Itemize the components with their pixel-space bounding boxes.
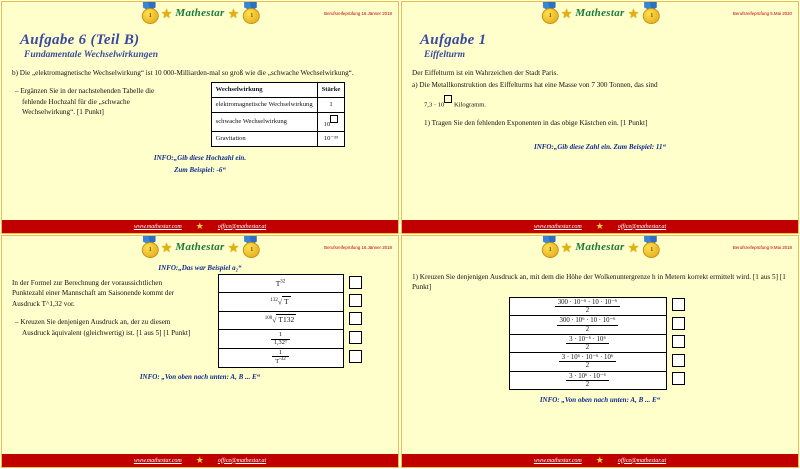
medal-icon: 1 [141,2,158,24]
table-header-cell: Wechselwirkung [211,83,317,98]
page-subtitle: Fundamentale Wechselwirkungen [24,50,158,60]
mathestar-logo-1 [141,2,259,24]
website-link[interactable]: www.mathestar.com [133,223,182,230]
task-instruction: 1) Kreuzen Sie denjenigen Ausdruck an, mit dem die Höhe der Wolkenuntergrenze h in Metern korrekt ermittelt wird. [1 aus 5] [1 Punkt] [412,273,786,292]
choice-expression: $^{100}$√ T132 [218,311,343,329]
intro-text: In der Formel zur Berechnung der voraussichtlichen Punktezahl einer Mannschaft am Saisonende kommt der Ausdruck T^1,32 vor. [12,279,175,308]
choice-row [218,293,368,311]
star-icon: ★ [160,5,173,21]
choice-checkbox[interactable] [349,331,362,344]
page-header-1 [2,2,398,28]
page-title: Aufgabe 1 [420,32,487,48]
email-link[interactable]: office@mathestar.at [617,223,667,230]
answer-choice-table [218,274,369,368]
choice-checkbox[interactable] [672,372,685,385]
website-link[interactable]: www.mathestar.com [533,457,582,464]
info-line-1: INFO:„Gib diese Zahl ein. Zum Beispiel: 11“ [533,143,667,152]
exam-reference: Berufsreifeprüfung 16.Jänner 2018 [324,245,392,250]
choice-checkbox[interactable] [672,317,685,330]
choice-checkbox[interactable] [349,350,362,363]
table-row [211,112,345,132]
star-icon: ★ [560,5,573,21]
choice-checkbox[interactable] [349,312,362,325]
website-link[interactable]: www.mathestar.com [133,457,182,464]
star-icon: ★ [227,239,240,255]
worksheet-page-4 [401,235,799,468]
star-icon: ★ [595,221,604,231]
star-icon: ★ [627,239,640,255]
email-link[interactable]: office@mathestar.at [617,457,667,464]
choice-row [218,275,368,293]
medal-icon: 1 [541,236,558,258]
page-subtitle: Eiffelturm [424,50,465,60]
email-link[interactable]: office@mathestar.at [217,457,267,464]
brand-name: Mathestar [175,241,225,253]
choice-checkbox[interactable] [672,335,685,348]
brand-name: Mathestar [575,241,625,253]
worksheet-page-3 [1,235,399,468]
table-cell: Gravitation [211,132,317,147]
page-footer-3 [2,454,398,467]
formula-line [424,95,788,110]
table-cell: 10⁻³⁹ [317,132,345,147]
task-text-a: a) Die Metallkonstruktion des Eiffelturms hat eine Masse von 7 300 Tonnen, das sind [412,81,658,90]
star-icon: ★ [195,455,204,465]
answer-box[interactable] [330,115,338,123]
page-header-2 [402,2,798,28]
table-cell: elektromagnetische Wechselwirkung [211,97,317,112]
star-icon: ★ [195,221,204,231]
choice-checkbox[interactable] [349,294,362,307]
choice-expression: $T^{32}$ [218,275,343,293]
choice-expression: $\frac{\text{3 · 10⁻⁶ · 10⁶}}{2}$ [509,334,666,352]
info-line-2: Zum Beispiel: -6“ [174,165,226,174]
formula-unit: Kilogramm. [452,101,487,109]
mathestar-logo-2 [541,2,659,24]
info-line-bottom: INFO: „Von oben nach unten: A, B ... E“ [139,373,261,382]
choice-expression: $^{132}$√ T [218,293,343,311]
star-icon: ★ [160,239,173,255]
choice-expression: $\frac{1}{T^{-32}}$ [218,348,343,368]
medal-icon: 1 [242,2,259,24]
task-instruction: – Kreuzen Sie denjenigen Ausdruck an, der zu diesem Ausdruck äquivalent (gleichwertig) ist. [1 aus 5] [1 Punkt] [15,318,191,337]
table-header-cell: Stärke [317,83,345,98]
page-title: Aufgabe 6 (Teil B) [20,32,140,48]
choice-checkbox[interactable] [349,276,362,289]
worksheet-page-1 [1,1,399,234]
choice-expression: $\frac{\text{3 · 10⁶ · 10⁻⁶}}{2}$ [509,371,666,389]
answer-choice-table [509,297,692,390]
worksheet-page-2 [401,1,799,234]
choice-checkbox[interactable] [672,354,685,367]
page-footer-2 [402,220,798,233]
brand-name: Mathestar [575,7,625,19]
info-line-1: INFO:„Gib diese Hochzahl ein. [153,153,247,162]
table-cell: 1 [317,97,345,112]
brand-name: Mathestar [175,7,225,19]
choice-row [509,353,691,371]
star-icon: ★ [560,239,573,255]
email-link[interactable]: office@mathestar.at [217,223,267,230]
choice-row [218,330,368,348]
formula-text: 7,3 · 10 [424,101,445,109]
choice-expression: $\frac{\text{3 · 10⁶ · 10⁻⁶ · 10⁶}}{2}$ [509,353,666,371]
wechselwirkung-table [211,82,346,146]
choice-expression: $\frac{1}{\text{1,32ᵀ}}$ [218,330,343,348]
exam-reference: Berufsreifeprüfung 9.Mai 2018 [732,245,792,250]
page-footer-4 [402,454,798,467]
intro-text: Der Eiffelturm ist ein Wahrzeichen der Stadt Paris. [412,69,559,77]
exam-reference: Berufsreifeprüfung 5.Mai 2020 [732,11,792,16]
task-subitem-1: 1) Tragen Sie den fehlenden Exponenten in das obige Kästchen ein. [1 Punkt] [424,118,648,127]
mathestar-logo-4 [541,236,659,258]
choice-row [218,348,368,368]
choice-row [509,334,691,352]
info-line-top: INFO:„Das war Beispiel a₂“ [158,264,242,272]
medal-icon: 1 [642,2,659,24]
task-text-b: b) Die „elektromagnetische Wechselwirkung“ ist 10 000-Milliarden-mal so groß wie die „schwache Wechselwirkung“. [12,69,354,77]
table-row [211,97,345,112]
star-icon: ★ [627,5,640,21]
task-instruction: – Ergänzen Sie in der nachstehenden Tabelle die fehlende Hochzahl für die „schwache Wechselwirkung“. [1 Punkt] [15,87,155,117]
info-line-bottom: INFO: „Von oben nach unten: A, B ... E“ [539,396,661,405]
choice-row [509,297,691,315]
medal-icon: 1 [642,236,659,258]
medal-icon: 1 [141,236,158,258]
choice-row [509,371,691,389]
table-row [211,132,345,147]
table-cell: schwache Wechselwirkung [211,112,317,132]
choice-row [218,311,368,329]
exam-reference: Berufsreifeprüfung 16.Jänner 2018 [324,11,392,16]
table-cell-with-input[interactable]: 10 [317,112,345,132]
page-footer-1 [2,220,398,233]
star-icon: ★ [595,455,604,465]
page-header-3 [2,236,398,262]
mathestar-logo-3 [141,236,259,258]
choice-checkbox[interactable] [672,298,685,311]
page-header-4 [402,236,798,262]
medal-icon: 1 [541,2,558,24]
choice-expression: $\frac{\text{300 · 10⁶ · 10 · 10⁻⁶}}{2}$ [509,316,666,334]
choice-row [509,316,691,334]
medal-icon: 1 [242,236,259,258]
choice-expression: $\frac{\text{300 · 10⁻⁶ · 10 · 10⁻⁶}}{2}$ [509,297,666,315]
website-link[interactable]: www.mathestar.com [533,223,582,230]
star-icon: ★ [227,5,240,21]
